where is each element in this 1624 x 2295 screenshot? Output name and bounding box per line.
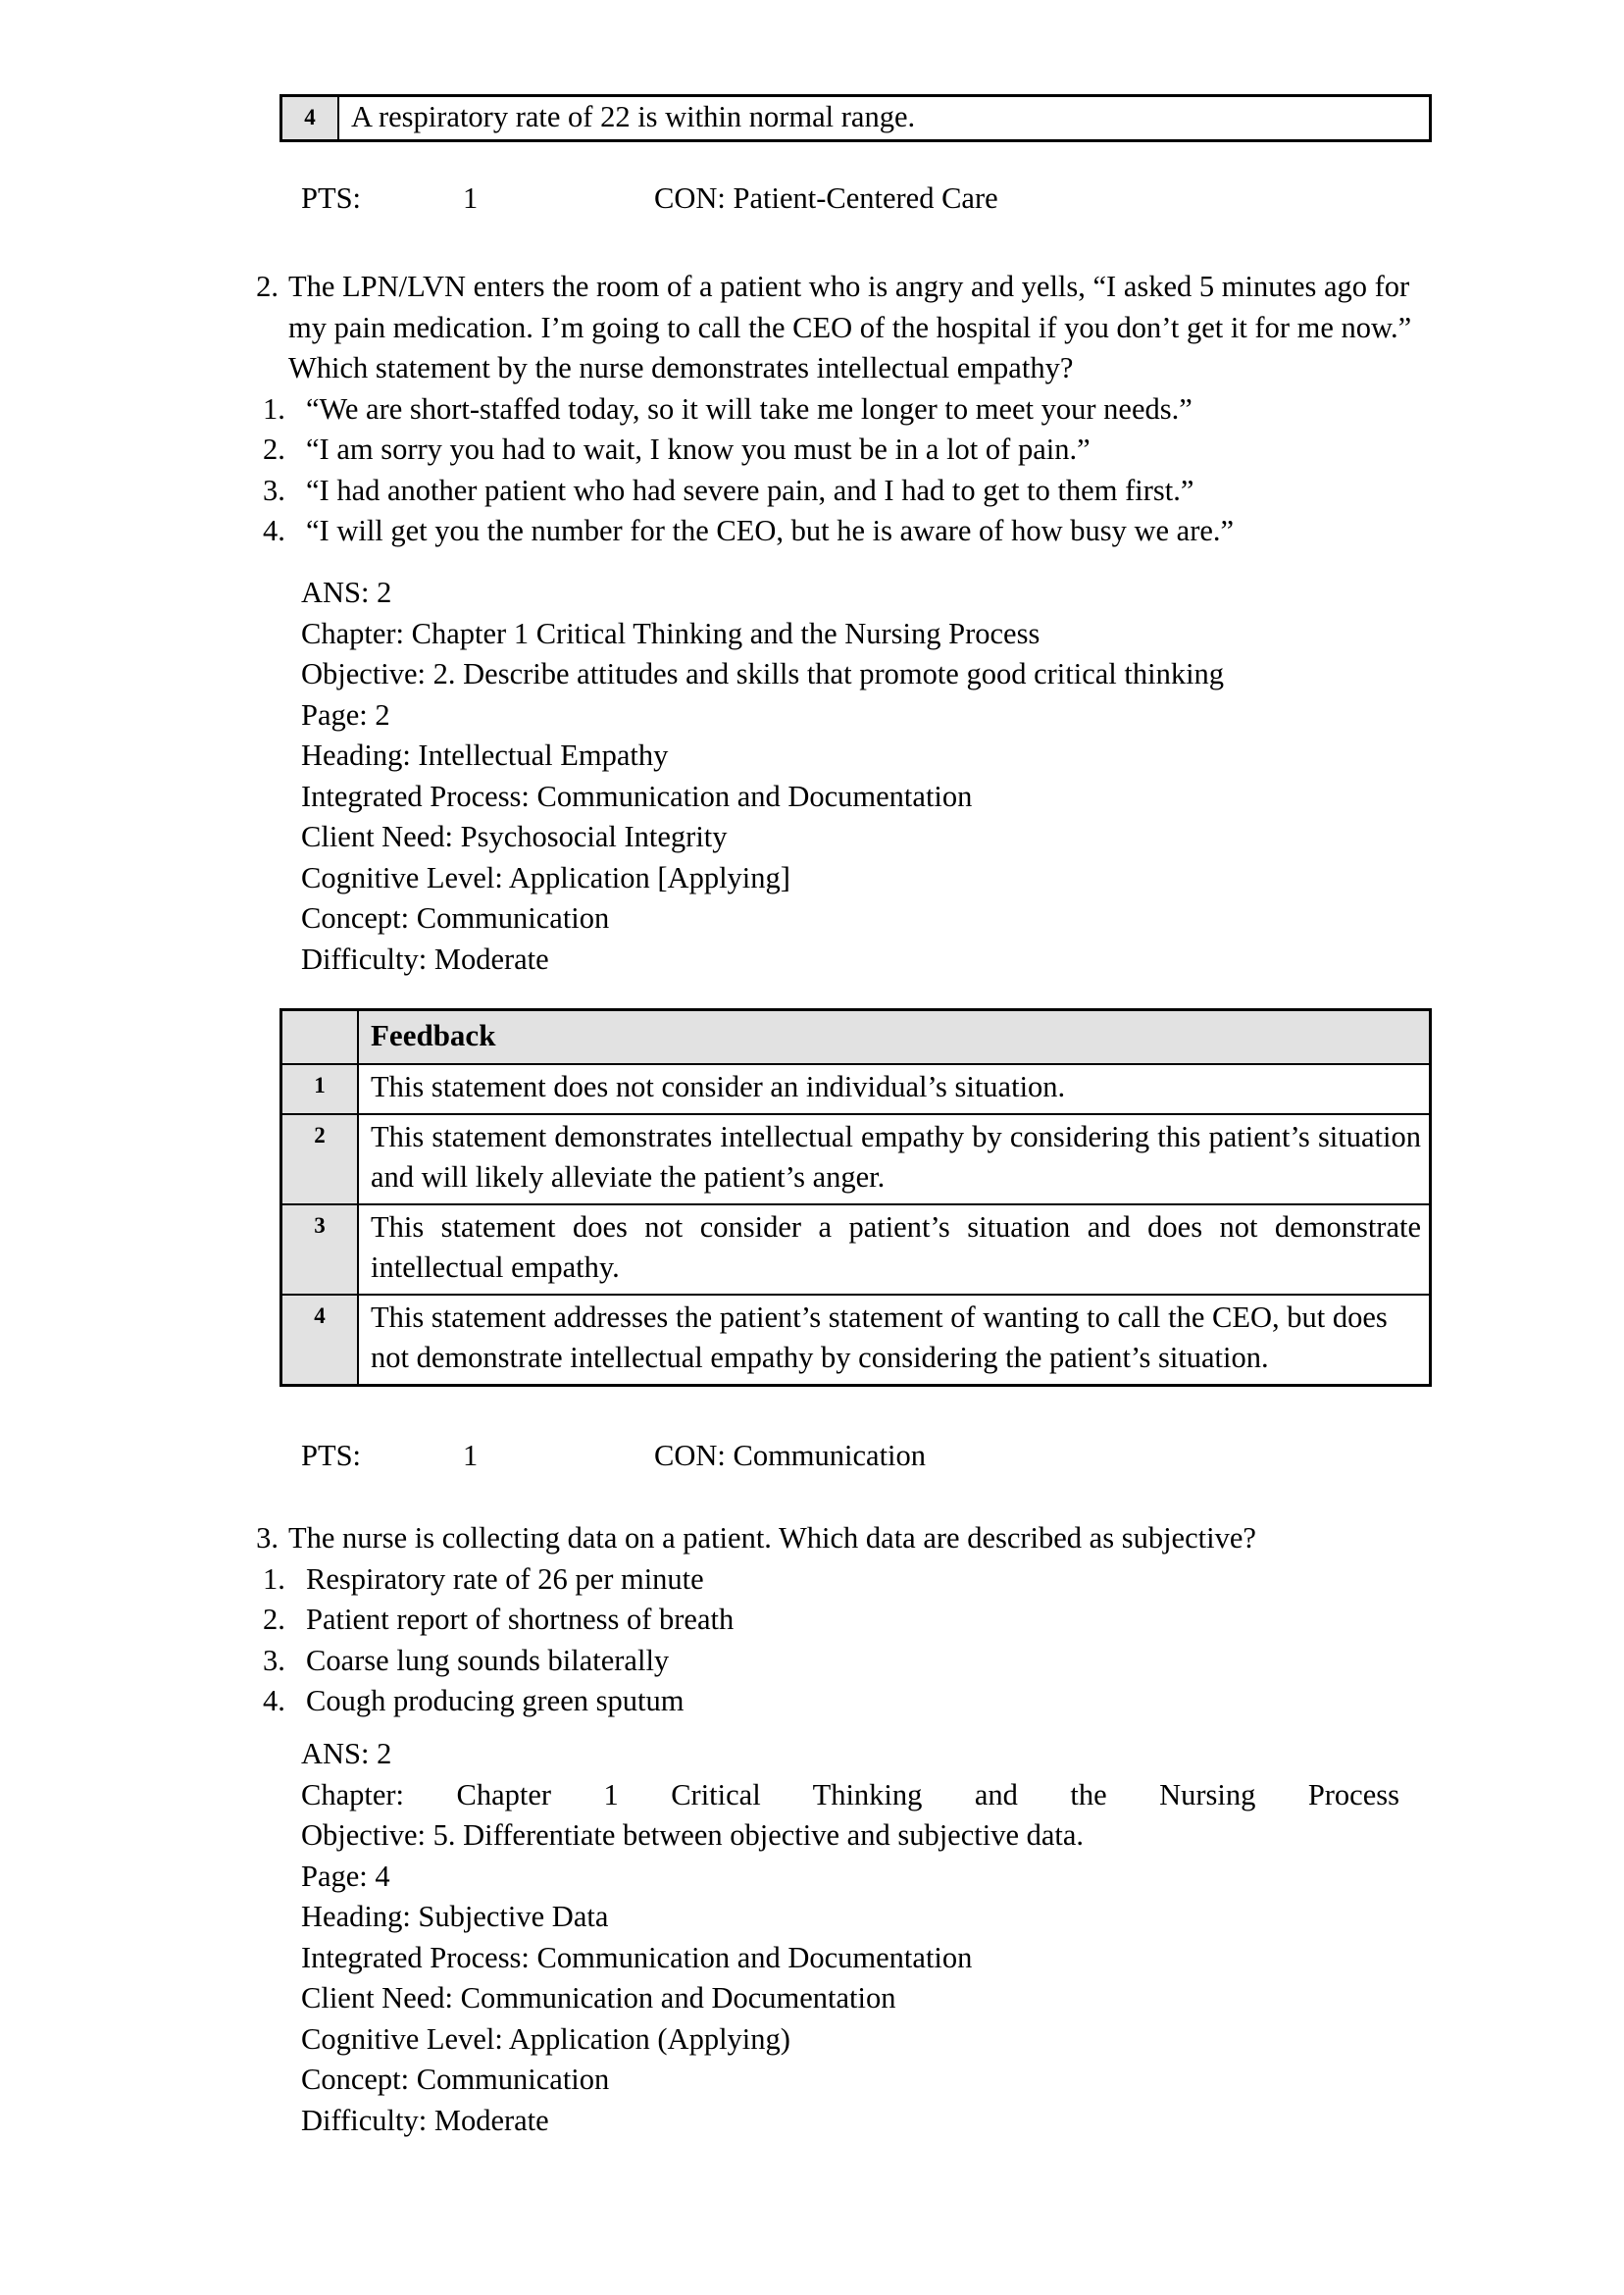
meta-client-need: Client Need: Psychosocial Integrity bbox=[301, 820, 728, 853]
top-feedback-table-container bbox=[279, 94, 1432, 142]
list-item[interactable] bbox=[245, 471, 1422, 512]
question-3-options bbox=[245, 1559, 1422, 1722]
option-number: 4. bbox=[263, 514, 285, 547]
meta-chapter: Chapter: Chapter 1 Critical Thinking and the Nursing Process bbox=[301, 1777, 1399, 1811]
option-number-cell: 3 bbox=[281, 1204, 359, 1295]
meta-ans: ANS: 2 bbox=[301, 576, 392, 609]
feedback-text-cell: A respiratory rate of 22 is within normal range. bbox=[338, 96, 1431, 141]
pts-label: PTS: bbox=[301, 181, 362, 215]
question-2-options bbox=[245, 389, 1422, 552]
top-feedback-table bbox=[279, 94, 1432, 142]
con-label: CON: Patient-Centered Care bbox=[654, 181, 998, 215]
option-number: 1. bbox=[263, 391, 285, 426]
pts-value: 1 bbox=[463, 181, 479, 215]
meta-page: Page: 2 bbox=[301, 697, 390, 732]
option-number-cell: 2 bbox=[281, 1114, 359, 1204]
pts-line-question-1 bbox=[301, 178, 1380, 220]
option-number: 2. bbox=[263, 433, 285, 466]
table-row bbox=[281, 1064, 1431, 1114]
meta-heading: Heading: Intellectual Empathy bbox=[301, 739, 669, 772]
meta-objective: Objective: 2. Describe attitudes and skills that promote good critical thinking bbox=[301, 657, 1225, 690]
question-2-metadata bbox=[301, 573, 1399, 980]
list-item[interactable] bbox=[245, 511, 1422, 552]
meta-cognitive-level: Cognitive Level: Application [Applying] bbox=[301, 860, 790, 894]
meta-heading: Heading: Subjective Data bbox=[301, 1900, 609, 1933]
feedback-text-cell: This statement does not consider a patient’s situation and does not demonstrate intellectual empathy. bbox=[358, 1204, 1431, 1295]
feedback-text-cell: This statement addresses the patient’s statement of wanting to call the CEO, but does not demonstrate intellectual empathy by considering the patient’s situation. bbox=[358, 1295, 1431, 1386]
list-item[interactable] bbox=[245, 389, 1422, 431]
table-header-row bbox=[281, 1010, 1431, 1065]
list-item[interactable] bbox=[245, 1641, 1422, 1682]
option-text: “We are short-staffed today, so it will take me longer to meet your needs.” bbox=[306, 391, 1193, 426]
question-2-stem: The LPN/LVN enters the room of a patient who is angry and yells, “I asked 5 minutes ago for my pain medication. I’m going to call the CEO of the hospital if you don’t get it for me now.” Which statement by the nurse demonstrates intellectual empathy? bbox=[288, 270, 1412, 384]
option-number-cell: 4 bbox=[281, 96, 339, 141]
meta-page: Page: 4 bbox=[301, 1859, 390, 1893]
option-text: “I had another patient who had severe pain, and I had to get to them first.” bbox=[306, 473, 1194, 507]
question-2-stem-row bbox=[245, 267, 1422, 389]
table-row bbox=[281, 1114, 1431, 1204]
option-number: 1. bbox=[263, 1561, 285, 1596]
option-number: 3. bbox=[263, 473, 285, 507]
meta-objective: Objective: 5. Differentiate between objective and subjective data. bbox=[301, 1818, 1085, 1852]
feedback-header-label: Feedback bbox=[358, 1010, 1431, 1065]
option-text: Respiratory rate of 26 per minute bbox=[306, 1561, 704, 1596]
option-number: 3. bbox=[263, 1643, 285, 1677]
list-item[interactable] bbox=[245, 1681, 1422, 1722]
list-item[interactable] bbox=[245, 1559, 1422, 1601]
meta-concept: Concept: Communication bbox=[301, 901, 610, 935]
meta-client-need: Client Need: Communication and Documentation bbox=[301, 1981, 896, 2014]
question-2-number: 2. bbox=[256, 270, 279, 303]
table-row bbox=[281, 96, 1431, 141]
pts-line-question-2 bbox=[301, 1436, 1380, 1477]
con-label: CON: Communication bbox=[654, 1439, 927, 1472]
meta-chapter: Chapter: Chapter 1 Critical Thinking and the Nursing Process bbox=[301, 616, 1040, 650]
option-number-cell: 1 bbox=[281, 1064, 359, 1114]
table-row bbox=[281, 1295, 1431, 1386]
feedback-header-blank bbox=[281, 1010, 359, 1065]
meta-cognitive-level: Cognitive Level: Application (Applying) bbox=[301, 2021, 790, 2056]
option-text: “I am sorry you had to wait, I know you must be in a lot of pain.” bbox=[306, 433, 1091, 466]
question-3-stem: The nurse is collecting data on a patient. Which data are described as subjective? bbox=[288, 1521, 1256, 1555]
question-3-metadata bbox=[301, 1734, 1399, 2141]
list-item[interactable] bbox=[245, 1600, 1422, 1641]
question-3-stem-row bbox=[245, 1518, 1422, 1559]
feedback-text-cell: This statement demonstrates intellectual empathy by considering this patient’s situation and will likely alleviate the patient’s anger. bbox=[358, 1114, 1431, 1204]
table-row bbox=[281, 1204, 1431, 1295]
option-number-cell: 4 bbox=[281, 1295, 359, 1386]
option-text: Coarse lung sounds bilaterally bbox=[306, 1643, 670, 1677]
question-2-feedback-table-container bbox=[279, 1008, 1432, 1387]
option-text: Patient report of shortness of breath bbox=[306, 1603, 735, 1636]
list-item[interactable] bbox=[245, 430, 1422, 471]
meta-difficulty: Difficulty: Moderate bbox=[301, 2103, 549, 2137]
meta-difficulty: Difficulty: Moderate bbox=[301, 942, 549, 976]
meta-integrated-process: Integrated Process: Communication and Documentation bbox=[301, 779, 973, 813]
question-2-feedback-table bbox=[279, 1008, 1432, 1387]
option-text: Cough producing green sputum bbox=[306, 1684, 685, 1717]
option-number: 4. bbox=[263, 1684, 285, 1717]
meta-integrated-process: Integrated Process: Communication and Documentation bbox=[301, 1940, 973, 1974]
option-number: 2. bbox=[263, 1603, 285, 1636]
question-2-block bbox=[245, 267, 1422, 552]
feedback-text-cell: This statement does not consider an individual’s situation. bbox=[358, 1064, 1431, 1114]
question-3-number: 3. bbox=[256, 1521, 279, 1555]
pts-label: PTS: bbox=[301, 1439, 362, 1472]
pts-value: 1 bbox=[463, 1439, 479, 1472]
question-3-block bbox=[245, 1518, 1422, 1722]
option-text: “I will get you the number for the CEO, but he is aware of how busy we are.” bbox=[306, 514, 1235, 547]
meta-concept: Concept: Communication bbox=[301, 2063, 610, 2096]
meta-ans: ANS: 2 bbox=[301, 1737, 392, 1770]
